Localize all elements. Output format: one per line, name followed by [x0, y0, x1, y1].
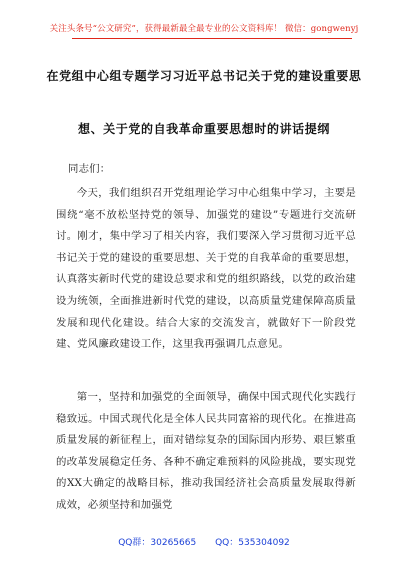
footer-contact	[0, 535, 408, 548]
header-banner: 关注头条号“公文研究”，获得最新最全最专业的公文资料库！ 微信：gongwenyj	[49, 24, 359, 34]
paragraph-2: 第一，坚持和加强党的全面领导，确保中国式现代化实践行稳致远。中国式现代化是全体人民共同富裕的现代化。在推进高质量发展的新征程上，面对错综复杂的国际国内形势、艰巨繁重的改革发展稳定任务、各种不确定难预料的风险挑战，要实现党的XX大确定的战略目标，推动我国经济社会高质量发展取得新成效，必须坚持和加强党	[56, 391, 356, 511]
header-divider	[72, 38, 352, 39]
salutation: 同志们：	[68, 163, 111, 175]
document-title-line-1: 在党组中心组专题学习习近平总书记关于党的建设重要思	[46, 69, 362, 83]
document-title-line-2: 想、关于党的自我革命重要思想时的讲话提纲	[77, 122, 330, 136]
footer-qq: QQ：535304092	[215, 538, 290, 548]
paragraph-1: 今天，我们组织召开党组理论学习中心组集中学习，主要是围绕“毫不放松坚持党的领导、加强党的建设”专题进行交流研讨。刚才，集中学习了相关内容，我们要深入学习贯彻习近平总书记关于党的建设的重要思想、关于党的自我革命的重要思想，认真落实新时代党的建设总要求和党的组织路线，以党的政治建设为统领，全面推进新时代党的建设，以高质量党建保障高质量发展和现代化建设。结合大家的交流发言，就做好下一阶段党建、党风廉政建设工作，这里我再强调几点意见。	[56, 187, 356, 351]
footer-qq-group: QQ群：30265665	[118, 538, 197, 548]
